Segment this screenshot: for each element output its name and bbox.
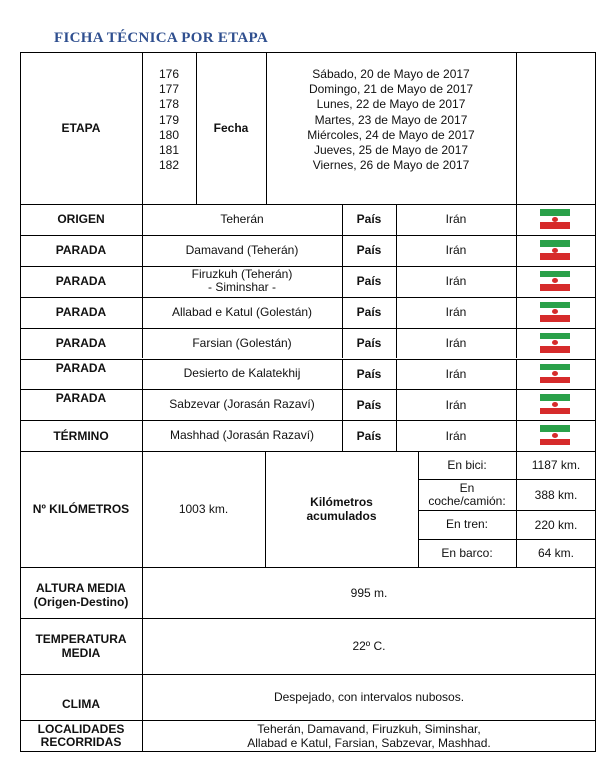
iran-flag-icon — [540, 271, 570, 291]
etapa-number: 181 — [158, 143, 180, 158]
route-row-label: PARADA — [55, 305, 107, 320]
km-mode-value: 220 km. — [534, 517, 578, 532]
route-row-place: Mashhad (Jorasán Razaví) — [169, 428, 315, 443]
route-row-place: Teherán — [220, 211, 264, 226]
etapa-date: Jueves, 25 de Mayo de 2017 — [313, 143, 469, 158]
route-row-country: Irán — [445, 212, 467, 227]
km-mode-value: 388 km. — [534, 487, 578, 502]
route-row-country: Irán — [445, 428, 467, 443]
iran-flag-icon — [540, 425, 570, 445]
route-row-country: Irán — [445, 336, 467, 351]
etapa-number: 176 — [158, 67, 180, 81]
route-row-label: PARADA — [55, 243, 107, 258]
clima-label: CLIMA — [62, 697, 100, 711]
etapa-date: Viernes, 26 de Mayo de 2017 — [312, 158, 470, 173]
etapa-dates — [266, 67, 516, 173]
localidades-value: Teherán, Damavand, Firuzkuh, Siminshar, Allabad e Katul, Farsian, Sabzevar, Mashhad. — [247, 722, 491, 750]
km-mode-value: 1187 km. — [531, 458, 581, 472]
route-row-label: PARADA — [55, 336, 107, 351]
route-row-label: PARADA — [55, 360, 107, 375]
etapa-date: Lunes, 22 de Mayo de 2017 — [316, 97, 466, 112]
etapa-numbers — [142, 67, 196, 173]
route-row-country: Irán — [445, 274, 467, 289]
kilometros-value: 1003 km. — [178, 502, 229, 516]
route-row-country: Irán — [445, 305, 467, 320]
route-row-country: Irán — [445, 366, 467, 381]
route-row-label: PARADA — [55, 391, 107, 406]
etapa-date: Martes, 23 de Mayo de 2017 — [314, 112, 468, 127]
kilometros-acumulados-label: Kilómetros acumulados — [306, 495, 377, 523]
etapa-date: Domingo, 21 de Mayo de 2017 — [308, 82, 474, 97]
etapa-date: Miércoles, 24 de Mayo de 2017 — [307, 127, 475, 142]
altura-value: 995 m. — [350, 585, 388, 600]
temperatura-label: TEMPERATURA MEDIA — [35, 632, 127, 660]
route-row-label: ORIGEN — [57, 212, 105, 227]
temperatura-value: 22º C. — [352, 639, 386, 653]
iran-flag-icon — [540, 394, 570, 414]
etapa-number: 177 — [158, 82, 180, 97]
clima-value: Despejado, con intervalos nubosos. — [273, 690, 465, 704]
etapa-date: Sábado, 20 de Mayo de 2017 — [312, 67, 470, 81]
route-row-pais-label: País — [356, 366, 382, 381]
route-row-place: Damavand (Teherán) — [185, 242, 299, 257]
km-mode-label: En tren: — [445, 517, 489, 531]
etapa-number: 182 — [158, 158, 180, 173]
route-row-pais-label: País — [356, 305, 382, 320]
route-row-country: Irán — [445, 397, 467, 412]
iran-flag-icon — [540, 209, 570, 229]
route-row-place: Sabzevar (Jorasán Razaví) — [169, 397, 315, 412]
km-mode-label: En coche/camión: — [428, 480, 506, 508]
route-row-place: Desierto de Kalatekhij — [183, 366, 301, 381]
iran-flag-icon — [540, 364, 570, 384]
route-row-label: PARADA — [55, 274, 107, 289]
route-row-pais-label: País — [356, 336, 382, 351]
route-row-place: Allabad e Katul (Golestán) — [171, 304, 313, 319]
route-row-label: TÉRMINO — [53, 428, 109, 443]
kilometros-label: Nº KILÓMETROS — [32, 502, 130, 516]
route-row-country: Irán — [445, 243, 467, 258]
km-mode-value: 64 km. — [537, 546, 574, 560]
etapa-number: 179 — [158, 112, 180, 127]
km-mode-label: En bici: — [447, 457, 487, 472]
technical-sheet-table — [20, 52, 596, 752]
route-row-place: Firuzkuh (Teherán) - Siminshar - — [191, 267, 293, 295]
route-row-pais-label: País — [356, 428, 382, 443]
fecha-label: Fecha — [213, 121, 249, 135]
iran-flag-icon — [540, 240, 570, 260]
altura-label: ALTURA MEDIA (Origen-Destino) — [33, 581, 129, 609]
route-row-pais-label: País — [356, 274, 382, 289]
etapa-number: 178 — [158, 97, 180, 112]
route-row-pais-label: País — [356, 397, 382, 412]
route-row-place: Farsian (Golestán) — [192, 335, 292, 350]
iran-flag-icon — [540, 302, 570, 322]
localidades-label: LOCALIDADES RECORRIDAS — [37, 722, 125, 749]
etapa-number: 180 — [158, 127, 180, 142]
route-row-pais-label: País — [356, 243, 382, 258]
iran-flag-icon — [540, 333, 570, 353]
document-title: FICHA TÉCNICA POR ETAPA — [54, 30, 269, 46]
km-mode-label: En barco: — [441, 545, 493, 560]
route-row-pais-label: País — [356, 212, 382, 227]
etapa-label: ETAPA — [61, 121, 101, 135]
